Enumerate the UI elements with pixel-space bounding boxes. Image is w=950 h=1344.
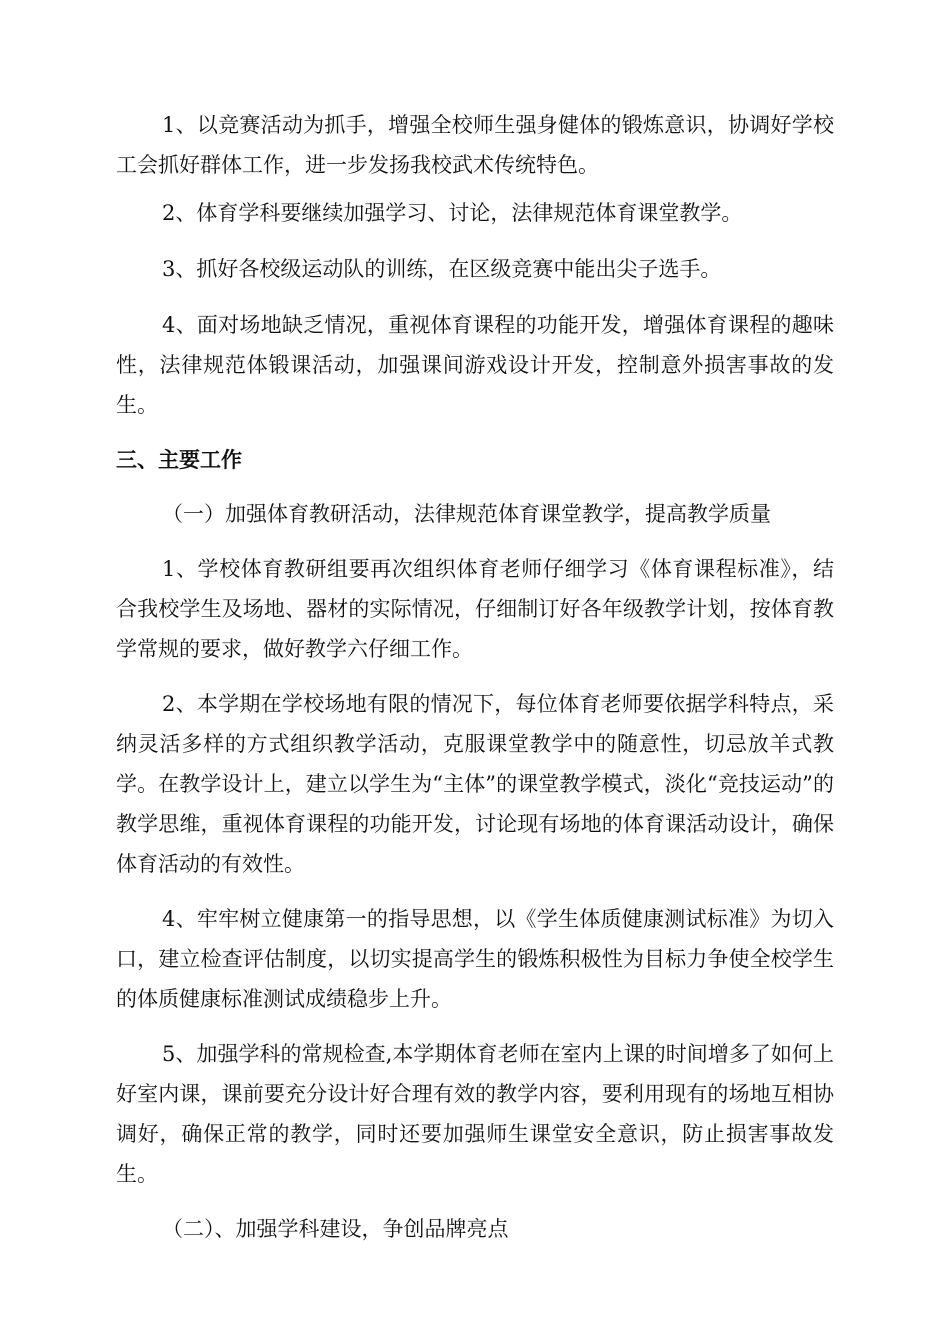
document-page (116, 105, 834, 1249)
paragraph-6: 2、本学期在学校场地有限的情况下，每位体育老师要依据学科特点，采纳灵活多样的方式组织教学活动，克服课堂教学中的随意性，切忌放羊式教学。在教学设计上，建立以学生为“主体”的课堂教学模式，淡化“竞技运动”的教学思维，重视体育课程的功能开发，讨论现有场地的体育课活动设计，确保体育活动的有效性。 (116, 692, 834, 876)
section-heading: 三、主要工作 (116, 448, 242, 472)
paragraph-5: 1、学校体育教研组要再次组织体育老师仔细学习《体育课程标准》，结合我校学生及场地、器材的实际情况，仔细制订好各年级教学计划，按体育教学常规的要求，做好教学六仔细工作。 (116, 557, 834, 661)
paragraph-2: 2、体育学科要继续加强学习、讨论，法律规范体育课堂教学。 (162, 201, 743, 225)
paragraph-1: 1、以竞赛活动为抓手，增强全校师生强身健体的锻炼意识，协调好学校工会抓好群体工作，进一步发扬我校武术传统特色。 (116, 113, 834, 177)
subsection-heading-1: （一）加强体育教研活动，法律规范体育课堂教学，提高教学质量 (162, 502, 771, 526)
subsection-heading-2: （二）、加强学科建设，争创品牌亮点 (162, 1217, 509, 1241)
paragraph-3: 3、抓好各校级运动队的训练，在区级竞赛中能出尖子选手。 (162, 257, 722, 281)
paragraph-7: 4、牢牢树立健康第一的指导思想，以《学生体质健康测试标准》为切入口，建立检查评估制度，以切实提高学生的锻炼积极性为目标力争使全校学生的体质健康标准测试成绩稳步上升。 (116, 907, 834, 1011)
paragraph-8: 5、加强学科的常规检查,本学期体育老师在室内上课的时间增多了如何上好室内课，课前要充分设计好合理有效的教学内容，要利用现有的场地互相协调好，确保正常的教学，同时还要加强师生课堂安全意识，防止损害事故发生。 (116, 1042, 834, 1186)
paragraph-4: 4、面对场地缺乏情况，重视体育课程的功能开发，增强体育课程的趣味性，法律规范体锻课活动，加强课间游戏设计开发，控制意外损害事故的发生。 (116, 313, 834, 417)
